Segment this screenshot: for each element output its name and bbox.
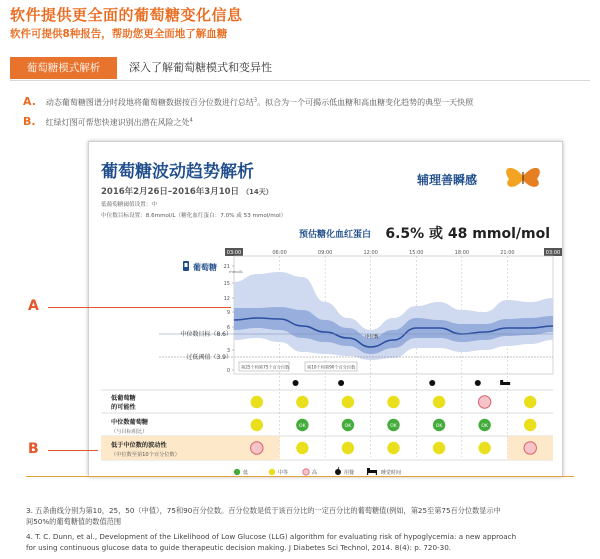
brand-logo-text: 辅理善瞬感 (416, 173, 477, 187)
bullet-letter: B. (23, 115, 36, 128)
report-date-range: 2016年2月26日–2016年3月10日 （14天） (101, 187, 273, 197)
risk-dot-medium (387, 396, 399, 408)
time-label: 15:00 (409, 250, 424, 256)
median-curve-label: 中位数 (365, 335, 379, 340)
legend-low-dot (234, 469, 240, 475)
band-note-25-75-text: 第25个和第75个百分位数 (241, 364, 290, 370)
footnote-divider (26, 476, 574, 477)
risk-row-sub-median: （与目标相比） (111, 429, 148, 435)
setting-median-target: 中位数目标设置：8.6mmol/L（糖化血红蛋白：7.0% 或 53 mmol/mol） (101, 213, 287, 219)
legend-high-dot (303, 469, 309, 475)
risk-row-sub-variability: （中位数至第10个百分位数） (111, 452, 180, 458)
band-note-10-90-text: 第10个和第90个百分位数 (307, 364, 356, 370)
page-subtitle: 软件可提供8种报告，帮助您更全面地了解血糖 (10, 28, 228, 40)
time-label: 06:00 (272, 250, 287, 256)
annotation-a-line (48, 307, 231, 308)
annotation-a: A (28, 298, 39, 314)
risk-dot-medium (251, 419, 263, 431)
median-target-label: 中位数目标（8.6） (180, 331, 232, 338)
bullet-text: 红绿灯图可帮您快速识别出潜在风险之处 (45, 118, 190, 127)
sleep-icon (367, 468, 377, 475)
annotation-b-line (48, 450, 98, 451)
sleep-icon-head (500, 380, 503, 383)
footnote-3-line-1: 3. 五条曲线分别为第10，25，50（中值），75和90百分位数。百分位数是低于该百分比的一定百分比的葡萄糖值(例如，第25至第75百分位数显示中 (26, 506, 501, 515)
risk-dot-high (524, 442, 536, 454)
time-label: 03:00 (226, 250, 242, 256)
bullet-text-cont: 。拟合为一个可揭示低血糖和高血糖变化趋势的典型一天快照 (257, 98, 474, 107)
y-tick-label: 9 (226, 310, 230, 316)
page-title: 软件提供更全面的葡萄糖变化信息 (10, 6, 243, 24)
tab-description: 深入了解葡萄糖模式和变异性 (129, 61, 272, 74)
meal-icon (475, 380, 481, 386)
low-threshold-label: 过低阈值（3.9） (186, 354, 232, 361)
time-axis (225, 248, 562, 256)
y-tick-label: 0 (226, 368, 230, 374)
meal-icon (429, 380, 435, 386)
butterfly-icon (506, 168, 540, 187)
footnote-4-line-2: for using continuous glucose data to guide therapeutic decision making. J Diabetes Sci Technol, 2014. 8(4): p. 720-30. (26, 543, 452, 552)
sensor-device-icon (183, 261, 189, 271)
risk-table (101, 390, 553, 460)
risk-dot-medium (524, 396, 536, 408)
risk-dot-ok-label: OK (481, 423, 488, 429)
glucose-unit: mmol/L (229, 269, 244, 274)
legend-medium: 中等 (278, 470, 289, 476)
risk-dot-high (478, 396, 490, 408)
risk-dot-medium (296, 442, 308, 454)
y-tick-label: 15 (223, 281, 230, 287)
risk-row-label-low: 低葡萄糖 (111, 395, 136, 402)
risk-dot-medium (478, 442, 490, 454)
setting-low-threshold: 低葡萄糖阈值设置：中 (101, 202, 157, 208)
legend-sleep: 睡觉时间 (381, 470, 402, 476)
time-label: 18:00 (454, 250, 470, 256)
report-graphic (89, 142, 564, 478)
risk-dot-medium (296, 396, 308, 408)
risk-dot-high (251, 442, 263, 454)
y-tick-label: 3 (226, 348, 230, 354)
risk-row-label-variability: 低于中位数的波动性 (111, 442, 167, 449)
risk-indicators (251, 396, 537, 454)
risk-row-label-median: 中位数葡萄糖 (111, 419, 149, 426)
risk-dot-medium (433, 396, 445, 408)
bullet-text: 动态葡萄糖图谱分时段地将葡萄糖数据按百分位数进行总结 (45, 98, 254, 107)
footnote-4-line-1: 4. T. C. Dunn, et al., Development of the Likelihood of Low Glucose (LLG) algorithm for evaluating risk of hypoglycemia: a new approach (26, 532, 517, 541)
legend-low: 低 (243, 470, 249, 476)
risk-dot-ok-label: OK (390, 423, 397, 429)
footnote-3-line-2: 间50%的葡萄糖值的数值范围 (26, 517, 122, 526)
time-label: 12:00 (363, 250, 378, 256)
risk-dot-medium (433, 442, 445, 454)
meal-icon (335, 467, 341, 475)
hba1c-label: 预估糖化血红蛋白 (299, 230, 372, 240)
time-label: 21:00 (500, 250, 515, 256)
risk-legend (234, 467, 401, 476)
meal-icon (338, 380, 344, 386)
risk-dot-medium (342, 396, 354, 408)
footnote-ref: 4 (189, 117, 193, 124)
footnote-ref: 3 (253, 97, 258, 104)
bullet-letter: A. (23, 95, 36, 108)
divider (10, 80, 590, 81)
legend-meal: 用餐 (344, 470, 355, 476)
annotation-b: B (28, 441, 39, 457)
risk-row-label-low-2: 的可能性 (111, 404, 136, 411)
time-label: 03:00 (545, 250, 561, 256)
glucose-axis-title: 葡萄糖 (193, 263, 217, 272)
legend-high: 高 (312, 470, 318, 476)
bullet-b (23, 115, 193, 128)
risk-dot-ok-label: OK (344, 423, 352, 429)
legend-medium-dot (269, 469, 275, 475)
y-tick-label: 21 (223, 264, 230, 270)
y-tick-label: 12 (223, 296, 230, 302)
bullet-a (23, 95, 473, 108)
risk-dot-ok-label: OK (299, 423, 306, 429)
risk-dot-medium (342, 442, 354, 454)
report-title: 葡萄糖波动趋势解析 (101, 162, 254, 182)
risk-dot-medium (524, 419, 536, 431)
report-card (88, 141, 563, 477)
hba1c-value: 6.5% 或 48 mmol/mol (385, 226, 550, 242)
meal-icon (293, 380, 299, 386)
tab-pattern-analysis[interactable]: 葡萄糖模式解析 (10, 57, 117, 79)
time-label: 09:00 (317, 250, 333, 256)
risk-dot-medium (251, 396, 263, 408)
risk-dot-medium (387, 442, 399, 454)
glucose-chart (159, 248, 562, 457)
y-tick-label: 6 (226, 325, 230, 331)
risk-dot-ok-label: OK (435, 423, 443, 429)
